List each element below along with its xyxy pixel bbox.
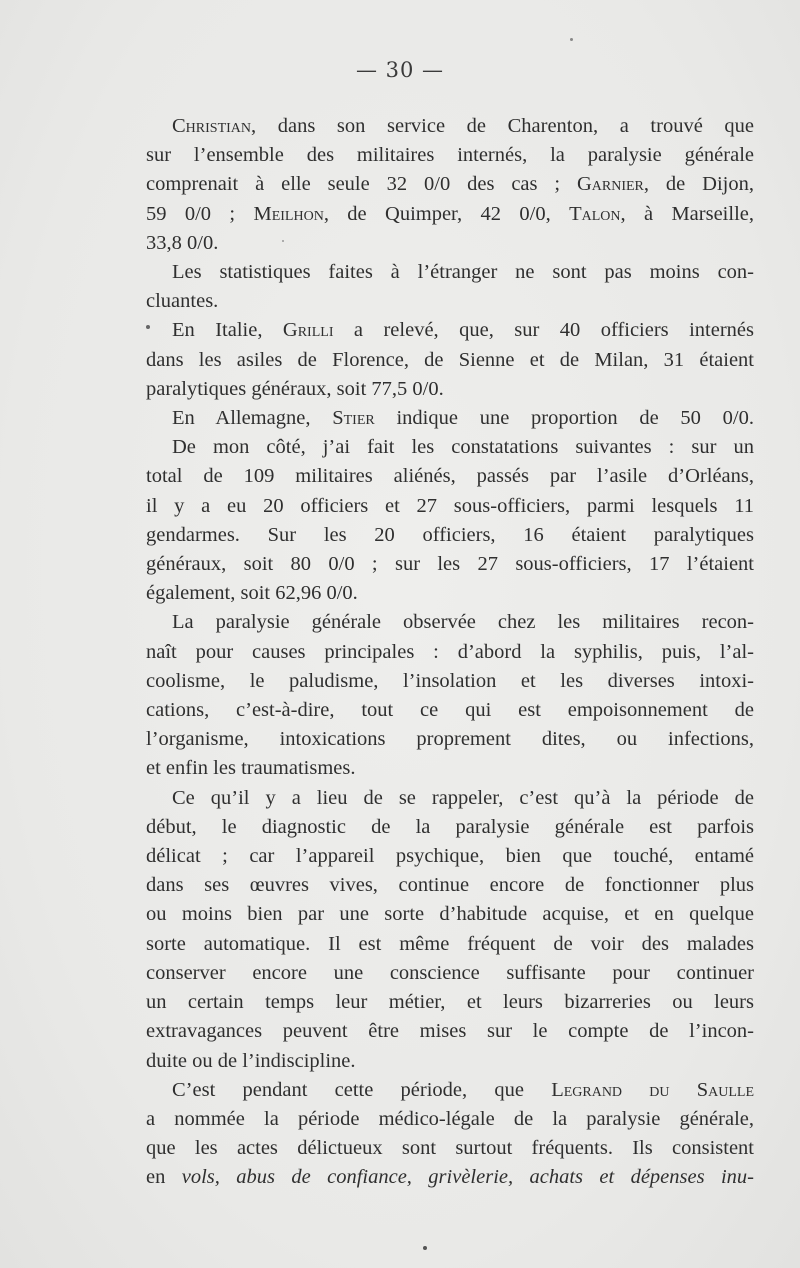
text-line: a nommée la période médico-légale de la paralysie générale, xyxy=(146,1107,754,1130)
text-line: dans ses œuvres vives, continue encore de fonctionner plus xyxy=(146,874,754,897)
line-text: En Italie, xyxy=(172,319,283,342)
text-line xyxy=(146,1076,754,1105)
line-text: 59 0/0 ; xyxy=(146,202,254,225)
author-name: Stier xyxy=(332,407,375,430)
text-line: La paralysie générale observée chez les militaires recon- xyxy=(172,611,754,634)
paragraph xyxy=(146,112,754,258)
author-name: Grilli xyxy=(282,319,334,342)
text-line: et enfin les traumatismes. xyxy=(146,757,356,780)
author-name: Meilhon xyxy=(253,202,324,225)
text-line: conserver encore une conscience suffisante pour continuer xyxy=(146,961,754,984)
paragraph xyxy=(146,258,754,316)
line-text: , dans son service de Charenton, a trouvé que xyxy=(251,115,754,137)
paragraph xyxy=(146,404,754,433)
author-name: Christian xyxy=(172,115,252,137)
text-line xyxy=(146,316,754,345)
line-text: C’est pendant cette période, que xyxy=(172,1078,552,1101)
text-line: cations, c’est-à-dire, tout ce qui est empoisonnement de xyxy=(146,699,754,722)
paragraph xyxy=(146,1076,754,1193)
text-line: il y a eu 20 officiers et 27 sous-officiers, parmi lesquels 11 xyxy=(146,494,754,517)
text-line: que les actes délictueux sont surtout fréquents. Ils consistent xyxy=(146,1137,754,1160)
text-line: gendarmes. Sur les 20 officiers, 16 étaient paralytiques xyxy=(146,523,754,546)
line-text: , de Quimper, 42 0/0, xyxy=(323,202,570,225)
paragraph xyxy=(146,316,754,404)
text-line: l’organisme, intoxications proprement dites, ou infections, xyxy=(146,728,754,751)
text-line: Ce qu’il y a lieu de se rappeler, c’est qu’à la période de xyxy=(172,786,754,809)
page-number: — 30 — xyxy=(355,58,445,82)
text-line: un certain temps leur métier, et leurs bizarreries ou leurs xyxy=(146,991,754,1014)
line-text: En Allemagne, xyxy=(172,407,333,430)
text-line: sorte automatique. Il est même fréquent de voir des malades xyxy=(146,932,754,955)
text-line: Les statistiques faites à l’étranger ne sont pas moins con- xyxy=(172,261,754,284)
text-line: généraux, soit 80 0/0 ; sur les 27 sous-officiers, 17 l’étaient xyxy=(146,553,754,576)
text-line: début, le diagnostic de la paralysie générale est parfois xyxy=(146,815,754,838)
scan-speck xyxy=(146,325,150,329)
body-text xyxy=(146,112,754,1193)
text-line: également, soit 62,96 0/0. xyxy=(146,582,358,605)
text-line xyxy=(146,1163,754,1192)
text-line: duite ou de l’indiscipline. xyxy=(146,1049,356,1072)
paragraph xyxy=(146,433,754,608)
paragraph xyxy=(146,608,754,783)
line-text: a relevé, que, sur 40 officiers internés xyxy=(333,319,754,342)
text-line xyxy=(146,200,754,229)
line-text: en xyxy=(146,1166,182,1189)
author-name: Talon xyxy=(569,202,621,225)
text-line: dans les asiles de Florence, de Sienne et de Milan, 31 étaient xyxy=(146,348,754,371)
text-line xyxy=(146,404,754,433)
text-line: coolisme, le paludisme, l’insolation et les diverses intoxi- xyxy=(146,669,754,692)
author-name: Legrand du Saulle xyxy=(551,1078,754,1101)
text-line: ou moins bien par une sorte d’habitude acquise, et en quelque xyxy=(146,903,754,926)
text-line: sur l’ensemble des militaires internés, la paralysie générale xyxy=(146,144,754,167)
text-line: 33,8 0/0. xyxy=(146,231,219,254)
author-name: Garnier xyxy=(576,173,644,196)
text-line xyxy=(146,170,754,199)
line-text: comprenait à elle seule 32 0/0 des cas ; xyxy=(146,173,577,196)
line-text: , à Marseille, xyxy=(620,202,754,225)
text-line: paralytiques généraux, soit 77,5 0/0. xyxy=(146,377,444,400)
text-line xyxy=(146,112,754,141)
italic-text: vols, abus de confiance, grivèlerie, achats et dépenses inu- xyxy=(181,1166,754,1189)
line-text: indique une proportion de 50 0/0. xyxy=(374,407,754,430)
text-line: naît pour causes principales : d’abord la syphilis, puis, l’al- xyxy=(146,640,754,663)
scan-speck xyxy=(423,1246,427,1250)
text-line: cluantes. xyxy=(146,290,219,313)
line-text: , de Dijon, xyxy=(643,173,754,196)
text-line: extravagances peuvent être mises sur le compte de l’incon- xyxy=(146,1020,754,1043)
scan-speck xyxy=(570,38,573,41)
text-line: total de 109 militaires aliénés, passés par l’asile d’Orléans, xyxy=(146,465,754,488)
paragraph xyxy=(146,784,754,1076)
scan-speck xyxy=(282,240,284,242)
text-line: De mon côté, j’ai fait les constatations suivantes : sur un xyxy=(172,436,754,459)
text-line: délicat ; car l’appareil psychique, bien que touché, entamé xyxy=(146,845,754,868)
